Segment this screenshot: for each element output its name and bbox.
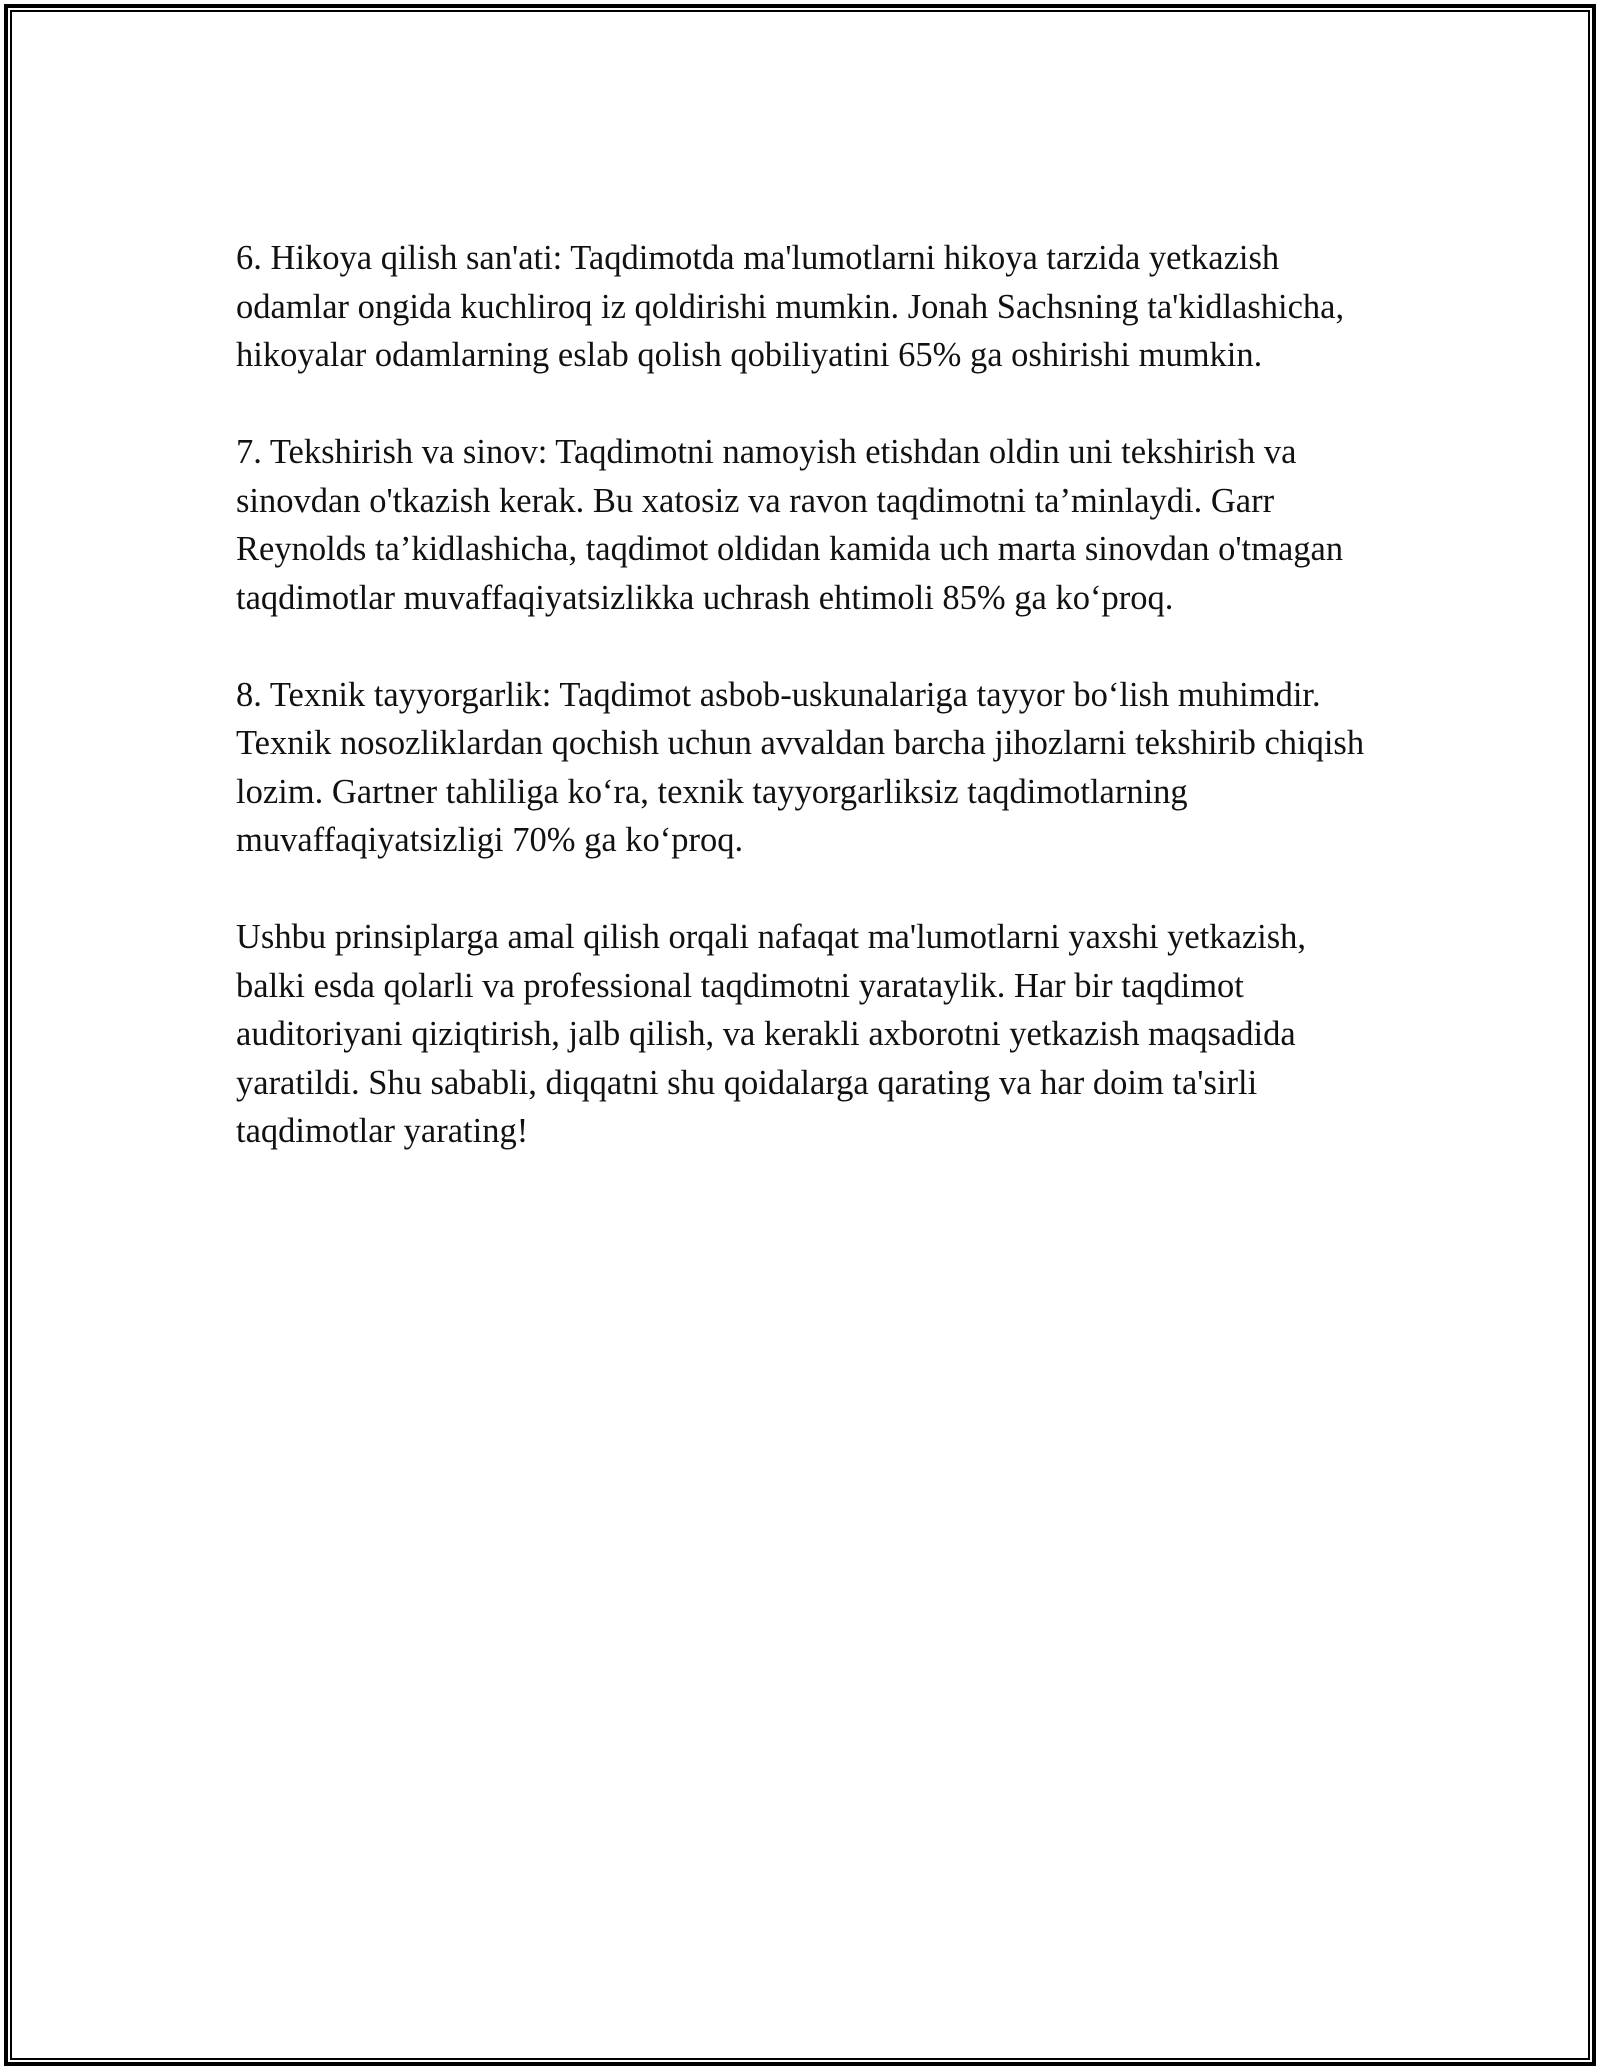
paragraph-conclusion: Ushbu prinsiplarga amal qilish orqali nafaqat ma'lumotlarni yaxshi yetkazish, balki esda qolarli va professional taqdimotni yarataylik. Har bir taqdimot auditoriyani qiziqtirish, jalb qilish, va kerakli axborotni yetkazish maqsadida yaratildi. Shu sababli, diqqatni shu qoidalarga qarating va har doim ta'sirli taqdimotlar yarating! bbox=[236, 918, 1307, 1150]
paragraph-testing: 7. Tekshirish va sinov: Taqdimotni namoyish etishdan oldin uni tekshirish va sinovdan o'tkazish kerak. Bu xatosiz va ravon taqdimotni ta’minlaydi. Garr Reynolds ta’kidlashicha, taqdimot oldidan kamida uch marta sinovdan o'tmagan taqdimotlar muvaffaqiyatsizlikka uchrash ehtimoli 85% ga ko‘proq. bbox=[236, 433, 1344, 617]
document-body bbox=[236, 234, 1366, 1156]
paragraph-technical-readiness: 8. Texnik tayyorgarlik: Taqdimot asbob-uskunalariga tayyor bo‘lish muhimdir. Texnik nosozliklardan qochish uchun avvaldan barcha jihozlarni tekshirib chiqish lozim. Gartner tahliliga ko‘ra, texnik tayyorgarliksiz taqdimotlarning muvaffaqiyatsizligi 70% ga ko‘proq. bbox=[236, 675, 1365, 859]
paragraph-storytelling: 6. Hikoya qilish san'ati: Taqdimotda ma'lumotlarni hikoya tarzida yetkazish odamlar ongida kuchliroq iz qoldirishi mumkin. Jonah Sachsning ta'kidlashicha, hikoyalar odamlarning eslab qolish qobiliyatini 65% ga oshirishi mumkin. bbox=[236, 239, 1345, 374]
